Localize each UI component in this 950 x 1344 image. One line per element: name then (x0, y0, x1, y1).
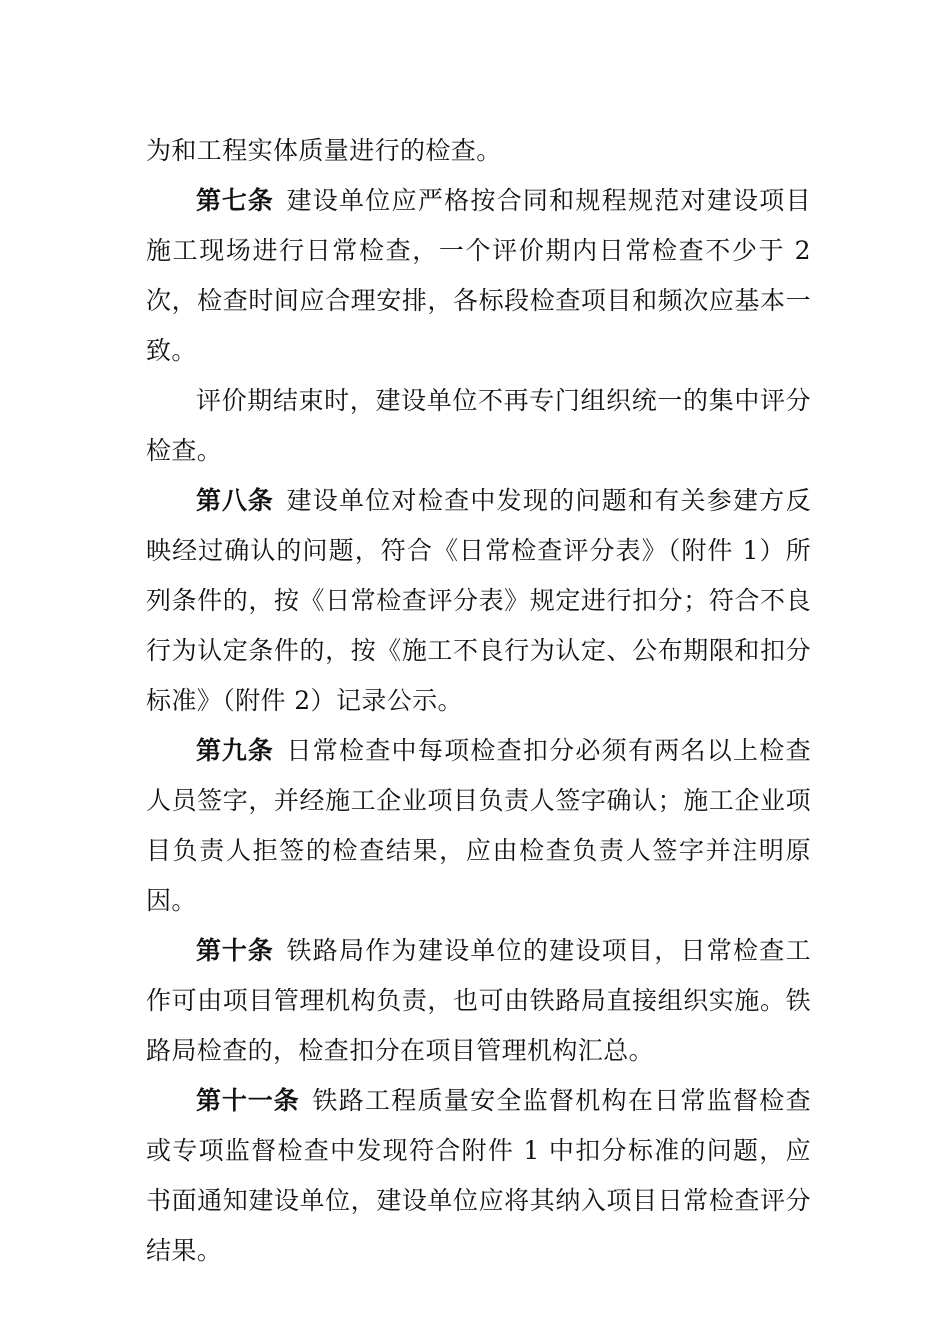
article-text: 日常检查中每项检查扣分必须有两名以上检查人员签字，并经施工企业项目负责人签字确认；施工企业项目负责人拒签的检查结果，应由检查负责人签字并注明原因。 (146, 736, 811, 915)
paragraph-continuation (146, 126, 811, 176)
paragraph-text: 评价期结束时，建设单位不再专门组织统一的集中评分检查。 (146, 386, 811, 465)
article-11 (146, 1076, 811, 1276)
article-9 (146, 726, 811, 926)
article-10 (146, 926, 811, 1076)
article-text: 建设单位应严格按合同和规程规范对建设项目施工现场进行日常检查，一个评价期内日常检查不少于 2 次，检查时间应合理安排，各标段检查项目和频次应基本一致。 (146, 186, 811, 365)
document-body (146, 126, 811, 1276)
paragraph-evaluation-end (146, 376, 811, 476)
article-title: 第八条 (196, 486, 274, 515)
article-7 (146, 176, 811, 376)
article-title: 第十条 (196, 936, 274, 965)
article-text: 铁路工程质量安全监督机构在日常监督检查或专项监督检查中发现符合附件 1 中扣分标准的问题，应书面通知建设单位，建设单位应将其纳入项目日常检查评分结果。 (146, 1086, 811, 1265)
paragraph-text: 为和工程实体质量进行的检查。 (146, 136, 502, 165)
article-title: 第十一条 (196, 1086, 300, 1115)
article-text: 建设单位对检查中发现的问题和有关参建方反映经过确认的问题，符合《日常检查评分表》（附件 1）所列条件的，按《日常检查评分表》规定进行扣分；符合不良行为认定条件的，按《施工不良行为认定、公布期限和扣分标准》（附件 2）记录公示。 (146, 486, 811, 715)
article-title: 第七条 (196, 186, 274, 215)
article-8 (146, 476, 811, 726)
article-title: 第九条 (196, 736, 274, 765)
article-text: 铁路局作为建设单位的建设项目，日常检查工作可由项目管理机构负责，也可由铁路局直接组织实施。铁路局检查的，检查扣分在项目管理机构汇总。 (146, 936, 811, 1065)
